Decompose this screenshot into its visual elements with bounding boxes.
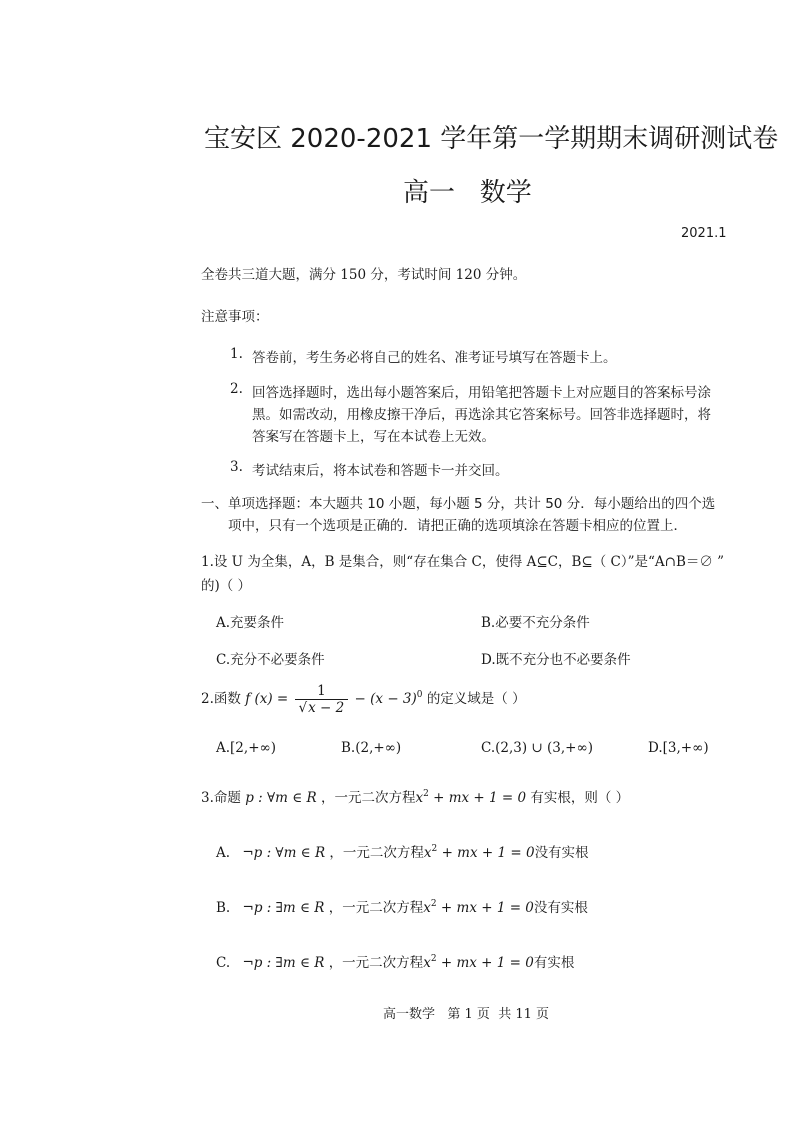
question-2-option-c: C.(2,3) ∪ (3,+∞) bbox=[481, 740, 594, 756]
question-3-mid: ，一元二次方程 bbox=[320, 790, 416, 806]
question-2-exponent: 0 bbox=[416, 690, 423, 700]
question-3-stem bbox=[201, 786, 629, 806]
notes-heading: 注意事项： bbox=[201, 309, 269, 325]
note-2-number: 2. bbox=[230, 381, 243, 397]
question-1-stem-line-1: 1.设 U 为全集，A，B 是集合，则“存在集合 C，使得 A⊆C，B⊆（ C）”是“A∩B＝∅ ” bbox=[201, 554, 725, 570]
option-proposition: ¬p : ∃m ∈ R bbox=[242, 955, 325, 971]
option-equation-exponent: 2 bbox=[430, 954, 437, 964]
section-1-heading-line-2: 项中，只有一个选项是正确的．请把正确的选项填涂在答题卡相应的位置上． bbox=[228, 518, 687, 534]
option-equation-x: x bbox=[423, 955, 431, 971]
note-3-text: 考试结束后，将本试卷和答题卡一并交回。 bbox=[252, 463, 509, 479]
question-3-proposition: p : ∀m ∈ R bbox=[245, 790, 317, 806]
note-1-number: 1. bbox=[230, 346, 243, 362]
radicand: x − 2 bbox=[308, 700, 345, 716]
note-2-line-3: 答案写在答题卡上，写在本试卷上无效。 bbox=[252, 429, 495, 445]
exam-date: 2021.1 bbox=[681, 226, 727, 241]
option-label: C. bbox=[216, 955, 231, 971]
question-1-option-a: A.充要条件 bbox=[216, 615, 285, 631]
question-2-fraction bbox=[295, 683, 349, 716]
page-footer: 高一数学 第 1 页 共 11 页 bbox=[383, 1007, 550, 1022]
option-equation-rest: + mx + 1 = 0 bbox=[436, 900, 534, 916]
question-3-option-b bbox=[216, 896, 588, 916]
option-proposition: ¬p : ∃m ∈ R bbox=[242, 900, 325, 916]
note-1-text: 答卷前，考生务必将自己的姓名、准考证号填写在答题卡上。 bbox=[252, 350, 617, 366]
option-equation-x: x bbox=[423, 845, 432, 861]
sqrt-icon: √ bbox=[298, 700, 308, 716]
option-equation-rest: + mx + 1 = 0 bbox=[436, 955, 534, 971]
option-label: A. bbox=[216, 845, 231, 861]
option-mid: ，一元二次方程 bbox=[328, 900, 424, 916]
question-1-option-b: B.必要不充分条件 bbox=[481, 615, 590, 631]
question-2-option-b: B.(2,+∞) bbox=[341, 740, 402, 756]
question-2-prefix: 2.函数 bbox=[201, 691, 241, 707]
question-3-equation-x: x bbox=[415, 790, 424, 806]
question-3-equation-exponent: 2 bbox=[423, 789, 429, 799]
question-2-term: − (x − 3) bbox=[354, 691, 417, 707]
option-equation-exponent: 2 bbox=[431, 844, 438, 854]
question-1-stem-line-2: 的)（ ） bbox=[201, 578, 252, 594]
option-proposition: ¬p : ∀m ∈ R bbox=[242, 845, 326, 861]
fraction-denominator bbox=[295, 700, 349, 716]
question-2-option-d: D.[3,+∞) bbox=[648, 740, 709, 756]
option-end: 有实根 bbox=[533, 955, 575, 971]
section-1-heading-line-1: 一、单项选择题：本大题共 10 小题，每小题 5 分，共计 50 分．每小题给出的四个选 bbox=[201, 496, 716, 512]
option-equation-rest: + mx + 1 = 0 bbox=[437, 845, 535, 861]
option-mid: ，一元二次方程 bbox=[328, 955, 424, 971]
option-end: 没有实根 bbox=[533, 900, 588, 916]
option-equation-exponent: 2 bbox=[430, 899, 437, 909]
question-3-equation-rest: + mx + 1 = 0 bbox=[428, 790, 527, 806]
question-1-option-c: C.充分不必要条件 bbox=[216, 652, 325, 668]
question-3-option-a bbox=[216, 841, 589, 861]
question-3-suffix: 有实根，则（ ） bbox=[530, 790, 630, 806]
note-3-number: 3. bbox=[230, 459, 243, 475]
question-3-option-c bbox=[216, 951, 574, 971]
question-1-option-d: D.既不充分也不必要条件 bbox=[481, 652, 631, 668]
question-3-prefix: 3.命题 bbox=[201, 790, 241, 806]
question-2-option-a: A.[2,+∞) bbox=[216, 740, 277, 756]
question-2-stem bbox=[201, 683, 526, 716]
option-mid: ，一元二次方程 bbox=[329, 845, 424, 861]
subject-subtitle: 高一 数学 bbox=[403, 178, 532, 208]
fraction-numerator: 1 bbox=[295, 683, 349, 700]
exam-intro: 全卷共三道大题，满分 150 分，考试时间 120 分钟。 bbox=[201, 267, 527, 283]
note-2-line-2: 黑。如需改动，用橡皮擦干净后，再选涂其它答案标号。回答非选择题时，将 bbox=[252, 407, 711, 423]
exam-title: 宝安区 2020-2021 学年第一学期期末调研测试卷 bbox=[204, 124, 779, 154]
note-2-line-1: 回答选择题时，选出每小题答案后，用铅笔把答题卡上对应题目的答案标号涂 bbox=[252, 385, 711, 401]
question-2-suffix: 的定义域是（ ） bbox=[426, 691, 526, 707]
option-end: 没有实根 bbox=[534, 845, 589, 861]
option-equation-x: x bbox=[423, 900, 431, 916]
question-2-function: f (x) = bbox=[245, 691, 289, 707]
option-label: B. bbox=[216, 900, 231, 916]
